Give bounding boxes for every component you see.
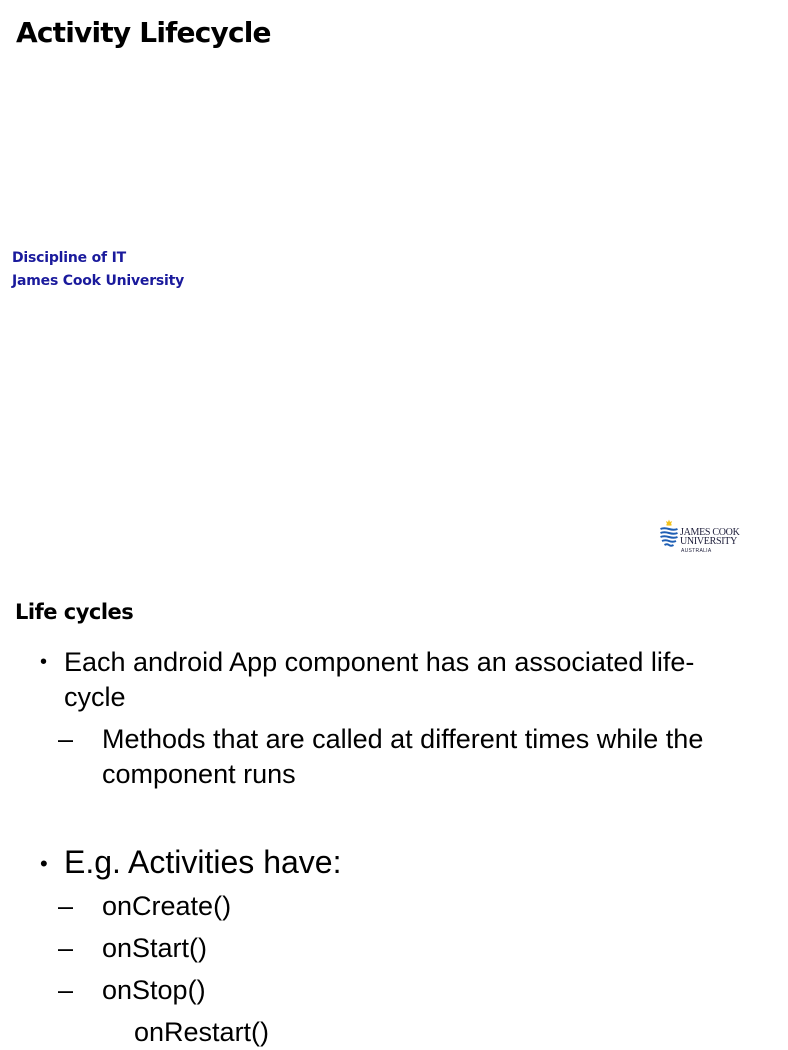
dash-glyph: –	[58, 933, 74, 963]
sub-item-text: Methods that are called at different times while the component runs	[102, 724, 704, 789]
sub-item-text: onRestart()	[134, 1017, 270, 1047]
sub-item	[58, 931, 748, 966]
university-label: James Cook University	[12, 273, 185, 289]
bullet-item	[40, 645, 750, 715]
sub-item-text: onCreate()	[102, 891, 232, 921]
sub-item	[98, 1015, 788, 1050]
sub-item	[58, 889, 748, 924]
sub-item	[58, 973, 748, 1008]
logo-line-2: UNIVERSITY	[680, 536, 737, 547]
bullet-glyph: •	[40, 851, 48, 876]
logo-line-3: AUSTRALIA	[681, 548, 712, 554]
logo-line-1: JAMES COOK	[680, 527, 740, 538]
page-title: Activity Lifecycle	[16, 16, 271, 49]
dash-glyph: –	[58, 724, 74, 754]
jcu-crest-icon	[659, 519, 679, 555]
logo-wordmark	[680, 528, 740, 546]
discipline-block	[12, 247, 184, 293]
bullet-glyph: •	[40, 651, 48, 673]
bullet-text: E.g. Activities have:	[64, 844, 342, 880]
dash-glyph: –	[58, 891, 74, 921]
slide-content	[0, 576, 768, 1047]
dash-glyph: –	[58, 975, 74, 1005]
sub-item	[58, 722, 748, 792]
bullet-text: Each android App component has an associated life-cycle	[64, 647, 695, 712]
sub-item-text: onStart()	[102, 933, 208, 963]
slide-heading: Life cycles	[15, 600, 134, 624]
jcu-logo	[659, 519, 747, 557]
bullet-item	[40, 842, 750, 882]
discipline-label: Discipline of IT	[12, 250, 126, 266]
sub-item-text: onStop()	[102, 975, 206, 1005]
